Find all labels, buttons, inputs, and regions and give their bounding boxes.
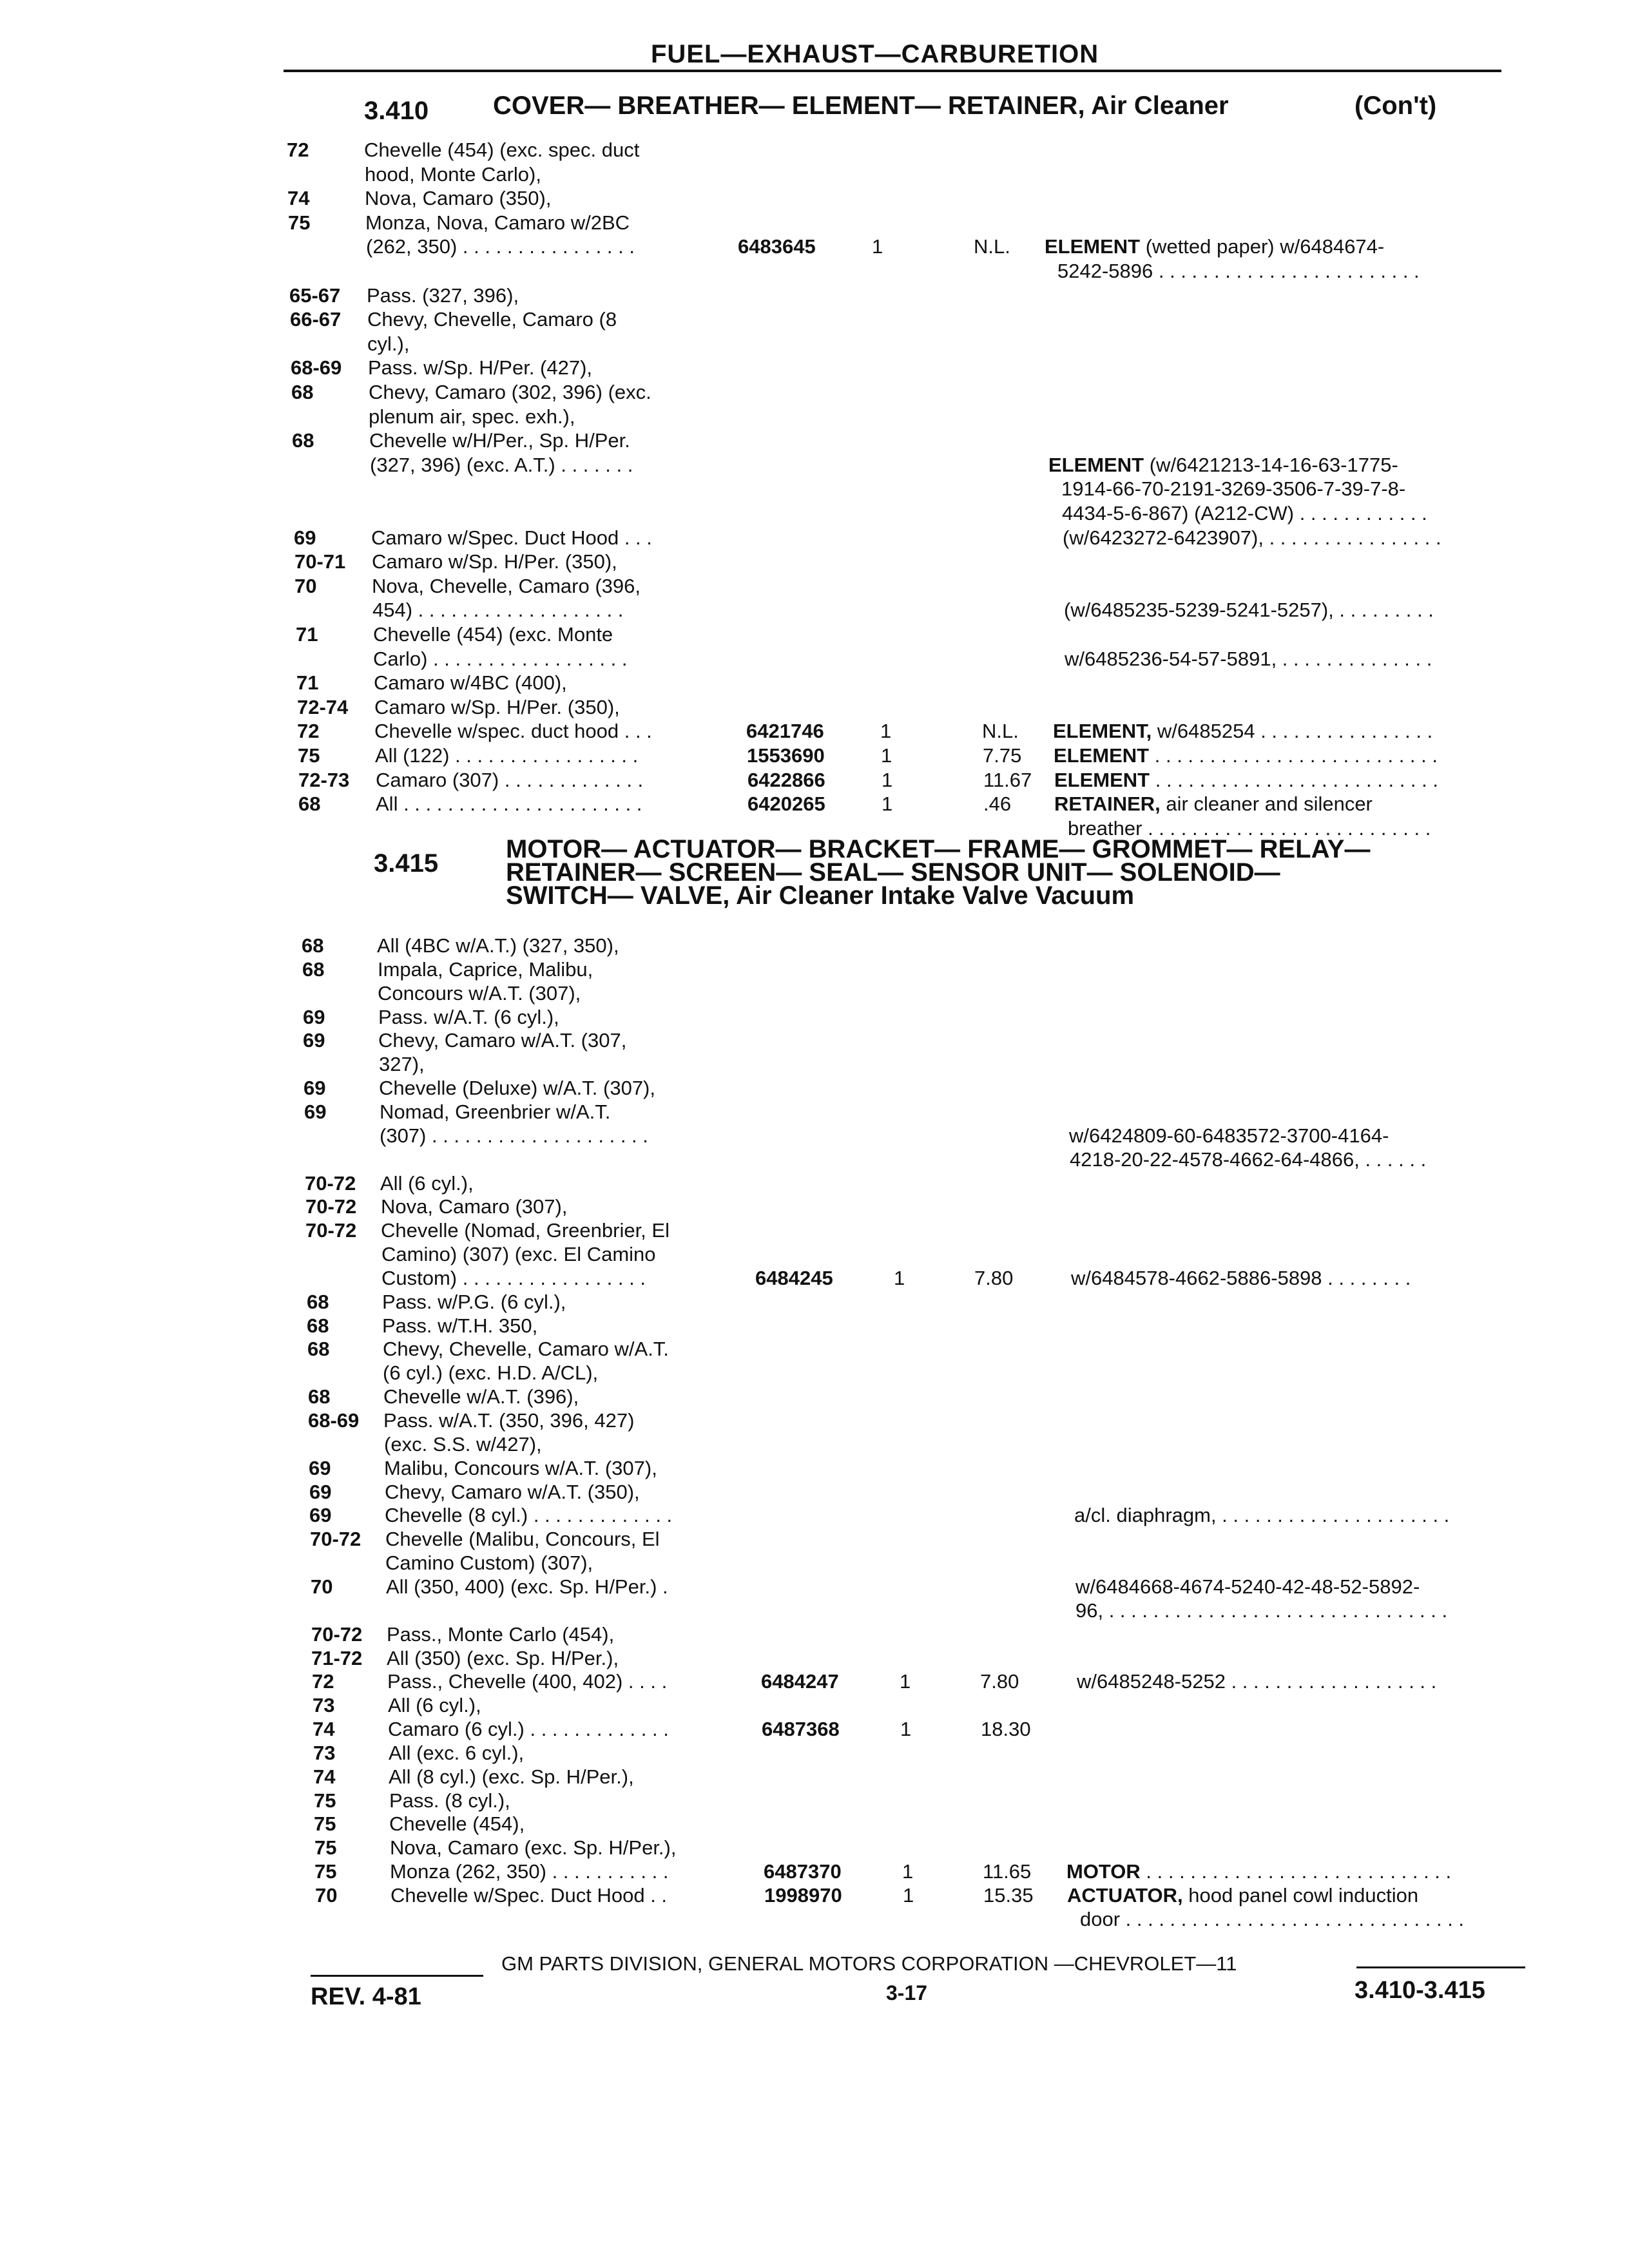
part-description (1053, 720, 1432, 743)
model-application: Pass. w/Sp. H/Per. (427), (368, 356, 593, 380)
model-application: Pass. w/T.H. 350, (382, 1314, 538, 1337)
model-year: 75 (314, 1789, 336, 1812)
part-description (1071, 1267, 1411, 1290)
page-title: FUEL—EXHAUST—CARBURETION (651, 40, 1099, 68)
part-description (1063, 526, 1441, 550)
model-application: All (4BC w/A.T.) (327, 350), (377, 934, 619, 957)
model-application: Camino Custom) (307), (385, 1552, 593, 1575)
model-application: Malibu, Concours w/A.T. (307), (384, 1456, 657, 1479)
part-detail: w/6484578-4662-5886-5898 . . . . . . . . (1071, 1266, 1411, 1289)
model-application: (262, 350) . . . . . . . . . . . . . . . . (366, 235, 635, 258)
model-year: 69 (304, 1100, 327, 1123)
part-detail: 96, . . . . . . . . . . . . . . . . . . . . . . . . . . . . . . . (1075, 1599, 1448, 1622)
part-detail: w/6484668-4674-5240-42-48-52-5892- (1075, 1575, 1420, 1598)
model-year: 71 (296, 671, 319, 695)
model-application: Carlo) . . . . . . . . . . . . . . . . . . (373, 647, 628, 670)
model-application: Pass. (327, 396), (367, 284, 519, 307)
model-year: 70 (311, 1575, 333, 1598)
part-number: 1553690 (747, 744, 825, 767)
model-year: 69 (309, 1480, 332, 1503)
part-detail: hood panel cowl induction (1182, 1884, 1419, 1907)
part-name: MOTOR (1066, 1860, 1141, 1883)
part-description (1057, 260, 1420, 283)
model-application: (307) . . . . . . . . . . . . . . . . . . . . (380, 1124, 648, 1147)
part-description (1077, 1670, 1436, 1693)
model-year: 68 (307, 1290, 329, 1313)
part-number: 1998970 (764, 1884, 842, 1907)
part-name: ELEMENT, (1053, 720, 1152, 743)
quantity: 1 (902, 1860, 914, 1883)
part-detail: door . . . . . . . . . . . . . . . . . . . . . . . . . . . . . . . (1080, 1907, 1465, 1930)
part-detail: breather . . . . . . . . . . . . . . . . . . . . . . . . . . (1068, 816, 1431, 840)
model-application: cyl.), (367, 332, 410, 355)
part-detail: air cleaner and silencer (1160, 793, 1373, 816)
model-application: All (350) (exc. Sp. H/Per.), (387, 1646, 619, 1669)
part-name: ELEMENT (1054, 744, 1150, 767)
part-number: 6487368 (762, 1718, 840, 1741)
price: N.L. (974, 235, 1010, 258)
part-detail: 4218-20-22-4578-4662-64-4866, . . . . . . (1070, 1148, 1427, 1171)
price: 7.80 (980, 1670, 1019, 1693)
section-title: COVER— BREATHER— ELEMENT— RETAINER, Air Cleaner (493, 91, 1229, 120)
part-description (1045, 235, 1384, 258)
quantity: 1 (903, 1884, 914, 1907)
model-application: Nova, Chevelle, Camaro (396, (372, 574, 641, 597)
part-description (1064, 599, 1434, 622)
model-application: hood, Monte Carlo), (365, 162, 541, 186)
model-application: Pass. w/A.T. (350, 396, 427) (383, 1409, 635, 1432)
model-year: 66-67 (290, 308, 342, 331)
model-application: Chevelle (Malibu, Concours, El (385, 1528, 660, 1551)
model-year: 70-72 (305, 1195, 357, 1218)
footer-rule-right (1356, 1966, 1525, 1968)
model-application: All (exc. 6 cyl.), (389, 1741, 525, 1764)
model-application: (327, 396) (exc. A.T.) . . . . . . . (370, 453, 633, 476)
price: 15.35 (983, 1884, 1034, 1907)
footer-corporation: GM PARTS DIVISION, GENERAL MOTORS CORPORATION —CHEVROLET—11 (501, 1952, 1237, 1975)
model-application: Impala, Caprice, Malibu, (378, 957, 593, 981)
part-detail: (wetted paper) w/6484674- (1140, 235, 1385, 258)
model-application: Pass. (8 cyl.), (389, 1789, 510, 1812)
part-name: ACTUATOR, (1067, 1884, 1183, 1907)
model-year: 68 (302, 934, 324, 957)
model-application: (6 cyl.) (exc. H.D. A/CL), (383, 1361, 599, 1385)
model-application: Camaro (6 cyl.) . . . . . . . . . . . . . (388, 1718, 669, 1741)
model-application: Nova, Camaro (exc. Sp. H/Per.), (390, 1836, 677, 1860)
part-detail: 5242-5896 . . . . . . . . . . . . . . . . . . . . . . . . (1057, 260, 1420, 282)
model-year: 75 (314, 1836, 337, 1860)
model-application: Chevelle w/spec. duct hood . . . (374, 720, 652, 743)
quantity: 1 (900, 1670, 911, 1693)
model-year: 70-72 (311, 1622, 363, 1646)
model-year: 69 (304, 1077, 326, 1100)
model-application: Chevy, Camaro w/A.T. (307, (378, 1029, 627, 1052)
section-range: 3.410-3.415 (1354, 1977, 1485, 2004)
model-year: 70-72 (305, 1171, 356, 1195)
part-name: ELEMENT (1048, 453, 1144, 476)
model-application: All (6 cyl.), (388, 1694, 481, 1717)
model-application: Pass., Chevelle (400, 402) . . . . (387, 1670, 668, 1693)
model-year: 68 (307, 1338, 330, 1361)
model-year: 65-67 (289, 284, 341, 307)
model-application: Pass. w/P.G. (6 cyl.), (382, 1290, 566, 1313)
quantity: 1 (872, 235, 883, 258)
part-description (1070, 1148, 1426, 1171)
model-year: 72 (297, 720, 320, 743)
model-application: Chevelle (454) (exc. spec. duct (364, 139, 640, 161)
model-year: 73 (313, 1694, 335, 1717)
model-year: 70 (294, 574, 317, 597)
part-detail: w/6424809-60-6483572-3700-4164- (1069, 1124, 1389, 1147)
model-year: 70 (315, 1884, 338, 1907)
part-detail: a/cl. diaphragm, . . . . . . . . . . . . . . . . . . . . . (1074, 1504, 1450, 1527)
section-title-line-1: MOTOR— ACTUATOR— BRACKET— FRAME— GROMMET— RELAY— (506, 835, 1371, 863)
model-year: 69 (309, 1504, 332, 1527)
model-year: 68 (298, 793, 321, 816)
part-description (1066, 1860, 1451, 1883)
model-year: 74 (313, 1765, 336, 1788)
part-detail: (w/6423272-6423907), . . . . . . . . . . . . . . . . (1063, 526, 1441, 549)
part-detail: . . . . . . . . . . . . . . . . . . . . . . . . . . (1150, 768, 1438, 791)
part-description (1065, 648, 1432, 671)
part-detail: 1914-66-70-2191-3269-3506-7-39-7-8- (1061, 477, 1406, 501)
model-application: Nova, Camaro (307), (381, 1195, 568, 1218)
part-name: RETAINER, (1054, 793, 1161, 816)
model-application: All (122) . . . . . . . . . . . . . . . . . (375, 744, 639, 767)
model-year: 68 (307, 1314, 329, 1337)
model-application: Chevelle (Nomad, Greenbrier, El (381, 1219, 670, 1242)
model-application: Camino) (307) (exc. El Camino (381, 1243, 656, 1266)
part-number: 6484245 (755, 1266, 833, 1289)
price: 18.30 (981, 1718, 1031, 1741)
model-application: Monza (262, 350) . . . . . . . . . . . (390, 1860, 669, 1883)
model-application: plenum air, spec. exh.), (369, 405, 575, 428)
part-detail: 4434-5-6-867) (A212-CW) . . . . . . . . . . . . (1062, 502, 1427, 524)
model-year: 70-72 (310, 1528, 361, 1551)
model-application: All . . . . . . . . . . . . . . . . . . . . . . (376, 793, 642, 816)
model-year: 69 (303, 1005, 325, 1028)
model-application: Chevelle (454) (exc. Monte (373, 623, 613, 646)
model-application: Pass. w/A.T. (6 cyl.), (378, 1005, 559, 1028)
model-year: 69 (303, 1029, 325, 1052)
model-year: 69 (294, 526, 316, 549)
model-application: All (350, 400) (exc. Sp. H/Per.) . (386, 1575, 668, 1598)
model-application: Camaro w/Sp. H/Per. (350), (372, 550, 617, 573)
model-year: 68 (292, 429, 314, 452)
price: 11.65 (983, 1860, 1032, 1883)
model-year: 74 (313, 1718, 335, 1741)
part-detail: (w/6421213-14-16-63-1775- (1144, 453, 1398, 476)
model-year: 75 (314, 1860, 337, 1883)
part-description (1069, 1124, 1389, 1148)
model-application: Chevelle w/A.T. (396), (383, 1385, 579, 1408)
part-description (1074, 1504, 1449, 1527)
part-number: 6483645 (738, 235, 816, 258)
model-application: Pass., Monte Carlo (454), (387, 1622, 615, 1646)
model-application: Chevy, Chevelle, Camaro w/A.T. (383, 1338, 669, 1361)
model-application: Chevy, Camaro (302, 396) (exc. (369, 381, 651, 403)
model-year: 68-69 (308, 1409, 360, 1432)
model-year: 72-73 (298, 768, 350, 791)
model-year: 73 (313, 1741, 336, 1764)
model-application: Chevelle w/H/Per., Sp. H/Per. (369, 429, 630, 452)
part-number: 6422866 (747, 768, 825, 791)
model-application: Chevy, Camaro w/A.T. (350), (385, 1480, 640, 1503)
section-title-line-3: SWITCH— VALVE, Air Cleaner Intake Valve Vacuum (506, 881, 1135, 910)
model-application: Nomad, Greenbrier w/A.T. (380, 1100, 611, 1123)
price: 7.80 (974, 1266, 1014, 1289)
part-description (1075, 1575, 1420, 1599)
part-description (1054, 769, 1438, 792)
quantity: 1 (880, 720, 892, 743)
model-application: Chevy, Chevelle, Camaro (8 (367, 308, 617, 331)
footer-rule-left (311, 1975, 483, 1977)
part-description (1080, 1908, 1464, 1931)
model-application: 327), (379, 1053, 425, 1076)
quantity: 1 (881, 744, 892, 767)
price: .46 (983, 793, 1012, 816)
part-description (1067, 1884, 1418, 1907)
section-number: 3.415 (374, 849, 439, 878)
part-description (1054, 744, 1438, 767)
part-detail: w/6485248-5252 . . . . . . . . . . . . . . . . . . . (1077, 1670, 1437, 1693)
part-description (1054, 793, 1373, 816)
model-application: Chevelle (Deluxe) w/A.T. (307), (379, 1077, 655, 1100)
model-application: Camaro w/Sp. H/Per. (350), (374, 695, 620, 718)
model-application: Custom) . . . . . . . . . . . . . . . . . (381, 1266, 646, 1289)
part-number: 6421746 (746, 720, 824, 743)
header-rule (284, 70, 1501, 72)
model-application: Chevelle w/Spec. Duct Hood . . (390, 1884, 668, 1907)
part-detail: . . . . . . . . . . . . . . . . . . . . . . . . . . (1149, 744, 1438, 767)
price: 11.67 (983, 768, 1032, 791)
page-number: 3-17 (886, 1981, 928, 2004)
model-year: 68-69 (291, 356, 342, 380)
model-application: Monza, Nova, Camaro w/2BC (365, 211, 630, 234)
revision-label: REV. 4-81 (311, 1983, 421, 2010)
quantity: 1 (882, 793, 893, 816)
part-number: 6420265 (747, 793, 825, 816)
part-description (1062, 502, 1427, 525)
model-year: 68 (302, 957, 325, 981)
part-detail: w/6485254 . . . . . . . . . . . . . . . . (1152, 720, 1433, 743)
model-application: All (6 cyl.), (380, 1171, 474, 1195)
part-detail: . . . . . . . . . . . . . . . . . . . . . . . . . . . . (1140, 1860, 1452, 1883)
model-year: 68 (308, 1385, 331, 1408)
model-year: 72 (287, 139, 309, 161)
model-application: Camaro w/Spec. Duct Hood . . . (371, 526, 652, 549)
model-year: 70-71 (294, 550, 346, 573)
model-application: Concours w/A.T. (307), (378, 981, 581, 1004)
section-title-line-2: RETAINER— SCREEN— SEAL— SENSOR UNIT— SOLENOID— (506, 858, 1280, 887)
model-application: Camaro w/4BC (400), (374, 671, 567, 695)
model-application: 454) . . . . . . . . . . . . . . . . . . . (372, 599, 624, 622)
part-description (1075, 1599, 1447, 1622)
part-number: 6487370 (764, 1860, 842, 1883)
part-description (1048, 454, 1398, 477)
model-year: 68 (291, 381, 314, 403)
quantity: 1 (894, 1266, 905, 1289)
part-number: 6484247 (761, 1670, 839, 1693)
model-application: All (8 cyl.) (exc. Sp. H/Per.), (389, 1765, 634, 1788)
model-year: 69 (309, 1456, 331, 1479)
model-year: 71 (296, 623, 318, 646)
model-year: 75 (288, 211, 311, 234)
model-year: 75 (314, 1812, 336, 1836)
model-year: 72-74 (297, 695, 349, 718)
model-year: 75 (298, 744, 320, 767)
part-detail: w/6485236-54-57-5891, . . . . . . . . . . . . . . (1065, 647, 1432, 670)
section-number: 3.410 (364, 97, 429, 125)
section-title-cont: (Con't) (1354, 91, 1437, 120)
part-name: ELEMENT (1054, 768, 1150, 791)
model-application: Chevelle (8 cyl.) . . . . . . . . . . . . . (385, 1504, 673, 1527)
part-name: ELEMENT (1045, 235, 1141, 258)
model-application: (exc. S.S. w/427), (384, 1432, 542, 1456)
model-year: 72 (312, 1670, 334, 1693)
model-application: Camaro (307) . . . . . . . . . . . . . (376, 768, 644, 791)
price: N.L. (982, 720, 1019, 743)
model-year: 71-72 (311, 1646, 363, 1669)
model-application: Chevelle (454), (389, 1812, 525, 1836)
quantity: 1 (882, 768, 893, 791)
price: 7.75 (983, 744, 1022, 767)
part-description (1061, 477, 1405, 501)
model-year: 74 (287, 187, 310, 210)
model-application: Nova, Camaro (350), (365, 187, 552, 210)
model-year: 70-72 (305, 1219, 357, 1242)
quantity: 1 (900, 1718, 912, 1741)
part-detail: (w/6485235-5239-5241-5257), . . . . . . . . . (1064, 599, 1434, 622)
